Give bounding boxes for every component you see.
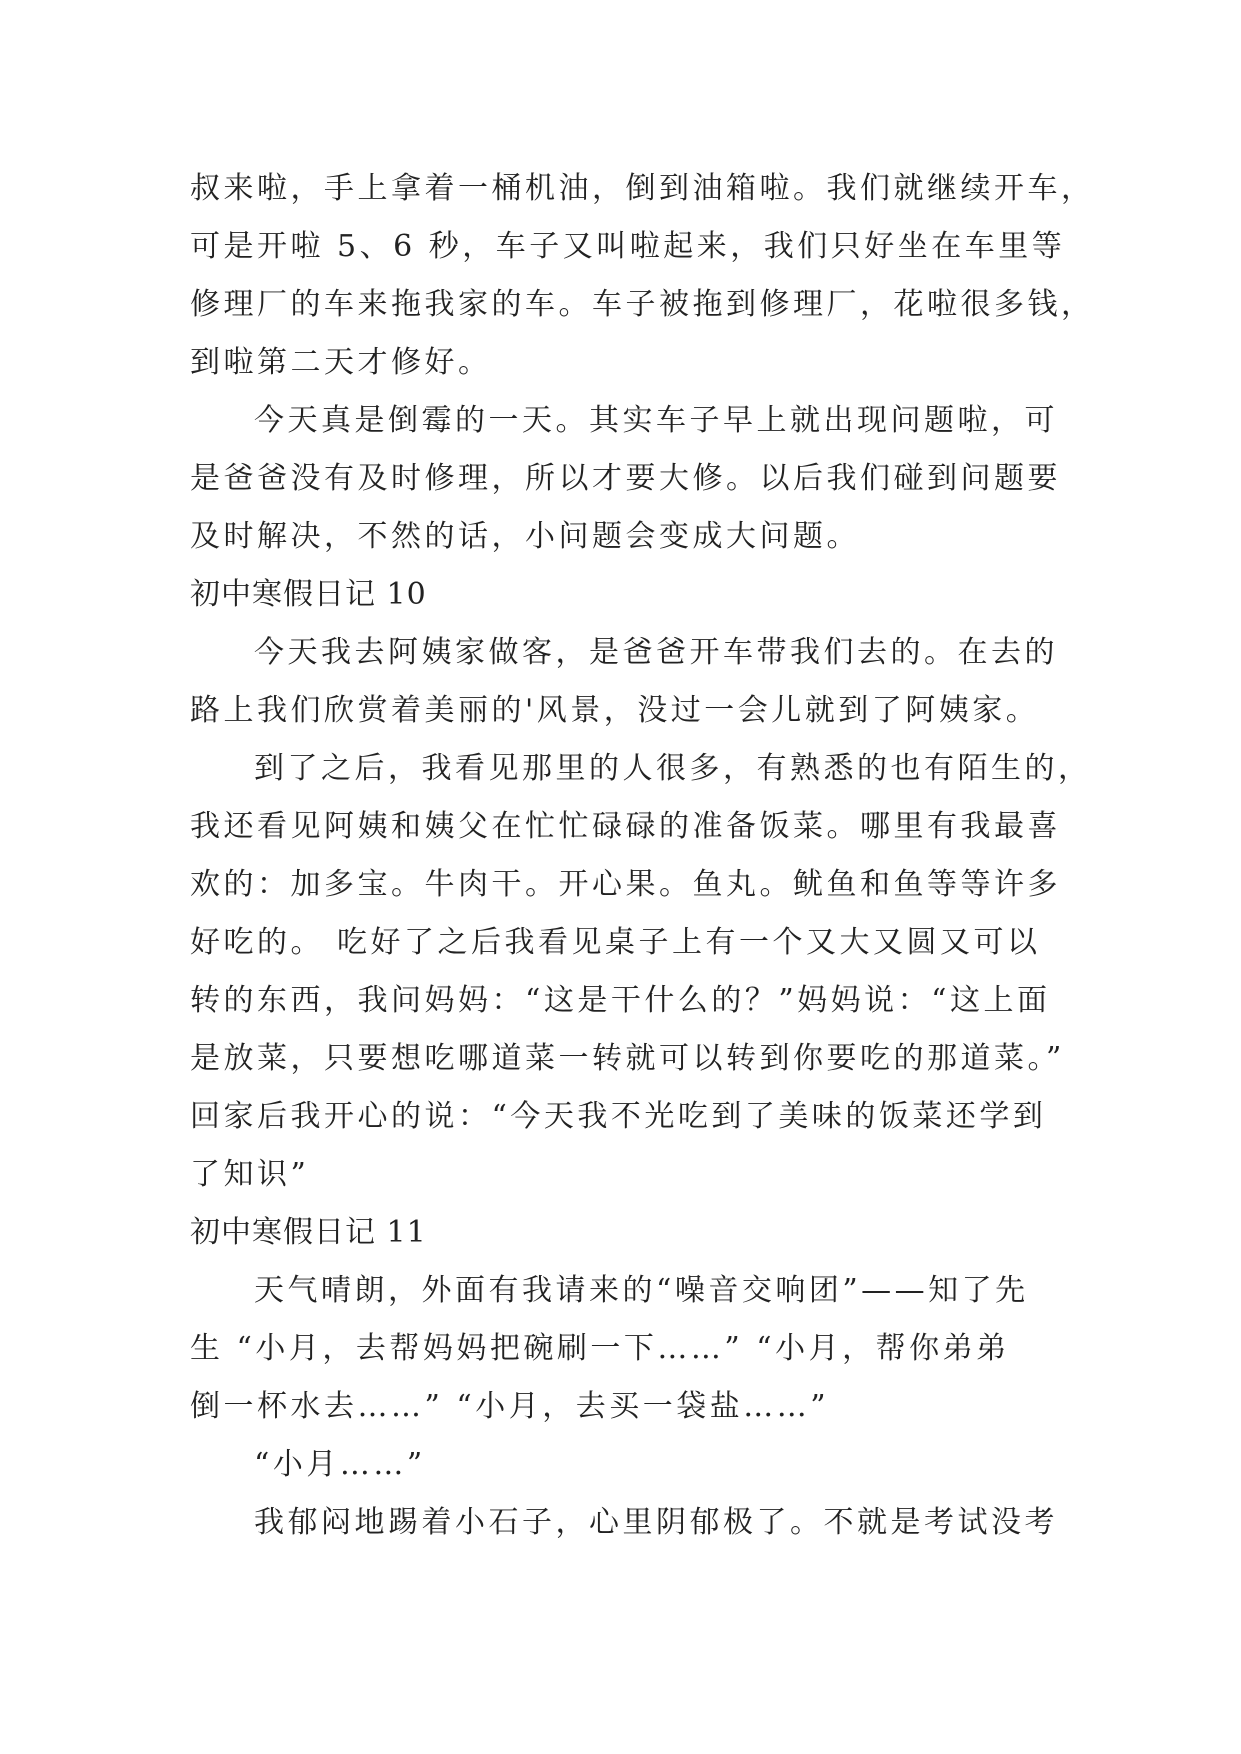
text-line: 倒一杯水去……” “小月，去买一袋盐……”: [190, 1389, 830, 1424]
text-line: 路上我们欣赏着美丽的'风景，没过一会儿就到了阿姨家。: [190, 693, 1040, 728]
text-line: 及时解决，不然的话，小问题会变成大问题。: [190, 519, 860, 554]
paragraph-start-line: 今天我去阿姨家做客，是爸爸开车带我们去的。在去的: [254, 635, 1058, 670]
paragraph-start-line: 到了之后，我看见那里的人很多，有熟悉的也有陌生的，: [254, 751, 1092, 786]
text-line: 是爸爸没有及时修理，所以才要大修。以后我们碰到问题要: [190, 461, 1061, 496]
text-line: 了知识”: [190, 1157, 310, 1192]
text-line: 修理厂的车来拖我家的车。车子被拖到修理厂，花啦很多钱，: [190, 287, 1095, 322]
text-line: 到啦第二天才修好。: [190, 345, 492, 380]
text-line: 转的东西，我问妈妈：“这是干什么的？”妈妈说：“这上面: [190, 983, 1051, 1018]
paragraph-start-line: “小月……”: [254, 1447, 426, 1482]
paragraph-start-line: 我郁闷地踢着小石子，心里阴郁极了。不就是考试没考: [254, 1505, 1058, 1540]
paragraph-start-line: 天气晴朗，外面有我请来的“噪音交响团”——知了先: [254, 1273, 1029, 1308]
text-line: 可是开啦 5、6 秒，车子又叫啦起来，我们只好坐在车里等: [190, 229, 1066, 264]
document-page: [190, 160, 1095, 1552]
text-line: 回家后我开心的说：“今天我不光吃到了美味的饭菜还学到: [190, 1099, 1047, 1134]
text-line: 生 “小月，去帮妈妈把碗刷一下……” “小月，帮你弟弟: [190, 1331, 1010, 1366]
text-line: 是放菜，只要想吃哪道菜一转就可以转到你要吃的那道菜。”: [190, 1041, 1065, 1076]
text-line: 好吃的。 吃好了之后我看见桌子上有一个又大又圆又可以: [190, 925, 1041, 960]
section-heading: 初中寒假日记 10: [190, 577, 427, 612]
text-line: 我还看见阿姨和姨父在忙忙碌碌的准备饭菜。哪里有我最喜: [190, 809, 1061, 844]
text-line: 欢的：加多宝。牛肉干。开心果。鱼丸。鱿鱼和鱼等等许多: [190, 867, 1061, 902]
paragraph-start-line: 今天真是倒霉的一天。其实车子早上就出现问题啦，可: [254, 403, 1058, 438]
section-heading: 初中寒假日记 11: [190, 1215, 427, 1250]
text-line: 叔来啦，手上拿着一桶机油，倒到油箱啦。我们就继续开车，: [190, 171, 1095, 206]
